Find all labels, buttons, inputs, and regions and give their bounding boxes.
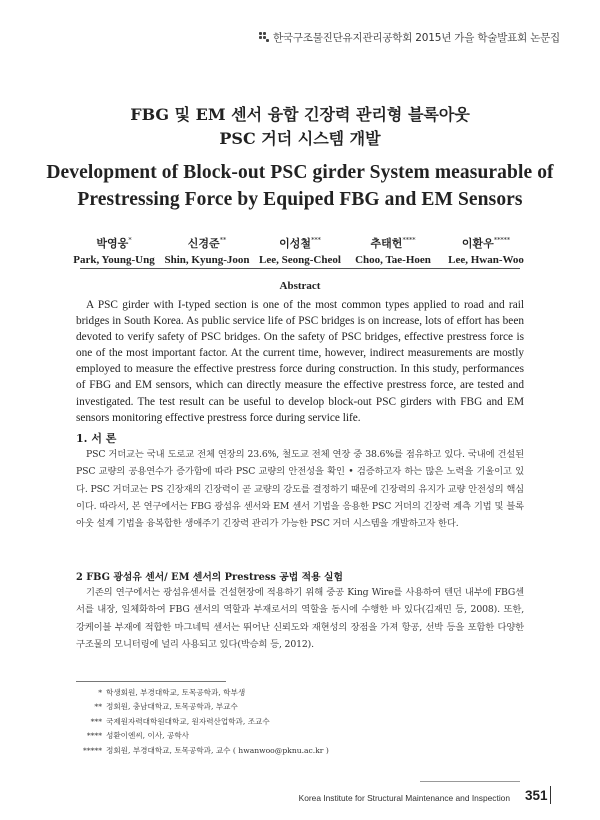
- footnote-2: [76, 700, 329, 714]
- page-number: 351: [525, 788, 548, 803]
- author-4: [347, 232, 439, 268]
- footnote-mark: *****: [83, 745, 102, 755]
- abstract-text: A PSC girder with I-typed section is one of the most common types applied to road and rail bridges in South Korea. As public service life of PSC bridges is on increase, lots of effort has been devoted to verify safety of PSC bridges. On the safety of PSC bridges, effective prestress force is one of the most important factor. At the current time, however, indirect measurements are mostly employed to measure the effective prestress force during construction. In this study, performances of FBG and EM sensors, which can directly measure the effective prestress force, are tested and investigated. The test result can be useful to develop block-out PSC girders with FBG and EM sensors monitoring effective prestress force during service life.: [76, 299, 524, 424]
- section-2-heading: 2 FBG 광섬유 센서/ EM 센서의 Prestress 공법 적용 실험: [76, 572, 343, 583]
- section-2-paragraph: 기존의 연구에서는 광섬유센서를 건설현장에 적용하기 위해 중공 King Wire를 사용하여 텐던 내부에 FBG센서를 내장, 일체화하여 FBG 센서의 역할과 부재로서의 역할을 동시에 수행한 바 있다(김재민 등, 2008). 또한, 강케이블 부재에 적합한 마그네틱 센서는 뛰어난 신뢰도와 재현성의 장점을 가져 항공, 선박 등을 포함한 다양한 구조물의 모니터링에 널리 사용되고 있다(박승희 등, 2012).: [76, 587, 524, 650]
- author-1: [68, 232, 160, 268]
- footnote-divider: [76, 681, 226, 682]
- section-1-heading: 1. 서 론: [76, 432, 117, 445]
- footnote-5: [76, 744, 329, 758]
- footer-rule: [420, 781, 520, 782]
- affiliation-mark: *****: [493, 236, 511, 244]
- affiliation-mark: ***: [311, 236, 321, 244]
- footnote-text: 국제원자력대학원대학교, 원자력산업학과, 조교수: [106, 716, 270, 726]
- author-english-name: Shin, Kyung-Joon: [164, 254, 250, 266]
- footnote-text: 학생회원, 부경대학교, 토목공학과, 학부생: [106, 688, 246, 697]
- society-logo-icon: [259, 32, 269, 42]
- author-korean-name: 신경준: [187, 237, 220, 250]
- footnote-text: 성환이엔씨, 이사, 공학사: [106, 731, 190, 741]
- page-number-bar: [550, 786, 551, 804]
- korean-title-line-2: PSC 거더 시스템 개발: [219, 129, 381, 148]
- author-korean-name: 이성철: [279, 237, 312, 250]
- author-list: [68, 232, 532, 268]
- footnote-mark: **: [94, 702, 102, 712]
- abstract-heading: Abstract: [279, 280, 321, 292]
- author-3: [254, 232, 346, 268]
- footnote-3: [76, 715, 329, 729]
- affiliation-mark: **: [219, 236, 227, 244]
- footnote-text: 정회원, 충남대학교, 토목공학과, 부교수: [106, 702, 238, 712]
- section-1-paragraph: PSC 거더교는 국내 도로교 전체 연장의 23.6%, 철도교 전체 연장 중 38.6%를 점유하고 있다. 국내에 건설된 PSC 교량의 공용연수가 증가함에 따라 PSC 교량의 안전성을 확인 • 검증하고자 하는 많은 노력을 기울이고 있다. PSC 거더교는 PS 긴장재의 긴장력이 곧 교량의 강도를 결정하기 때문에 긴장력의 유지가 교량 안전성의 핵심이다. 따라서, 본 연구에서는 FBG 광섬유 센서와 EM 센서 기법을 응용한 PSC 거더의 긴장력 계측 기법 및 블록아웃 설계 기법을 융복합한 생애주기 긴장력 관리가 가능한 PSC 거더 시스템을 개발하고자 한다.: [76, 449, 524, 530]
- footnote-4: [76, 729, 329, 743]
- english-title-line-2: Prestressing Force by Equiped FBG and EM Sensors: [77, 189, 523, 210]
- footnote-mark: *: [98, 688, 102, 697]
- author-divider: [80, 268, 520, 269]
- author-english-name: Lee, Seong-Cheol: [259, 254, 341, 266]
- author-korean-name: 박영웅: [96, 237, 129, 250]
- footer-institute: Korea Institute for Structural Maintenance and Inspection: [298, 793, 510, 803]
- footnote-text: 정회원, 부경대학교, 토목공학과, 교수 ( hwanwoo@pknu.ac.kr ): [106, 745, 329, 755]
- footnotes: [76, 686, 329, 758]
- running-header: [259, 30, 560, 45]
- journal-name: 한국구조물진단유지관리공학회 2015년 가을 학술발표회 논문집: [272, 32, 560, 44]
- footnote-mark: ****: [86, 731, 102, 741]
- affiliation-mark: *: [128, 236, 132, 244]
- author-english-name: Choo, Tae-Hoen: [355, 254, 431, 266]
- author-english-name: Lee, Hwan-Woo: [448, 254, 524, 266]
- affiliation-mark: ****: [402, 236, 416, 244]
- author-english-name: Park, Young-Ung: [73, 254, 155, 266]
- author-2: [161, 232, 253, 268]
- korean-title-line-1: FBG 및 EM 센서 융합 긴장력 관리형 블록아웃: [130, 105, 470, 124]
- footnote-1: [76, 686, 329, 700]
- author-korean-name: 추태헌: [370, 237, 403, 250]
- author-5: [440, 232, 532, 268]
- author-korean-name: 이환우: [461, 237, 494, 250]
- english-title-line-1: Development of Block-out PSC girder System measurable of: [46, 162, 554, 183]
- footnote-mark: ***: [90, 716, 102, 726]
